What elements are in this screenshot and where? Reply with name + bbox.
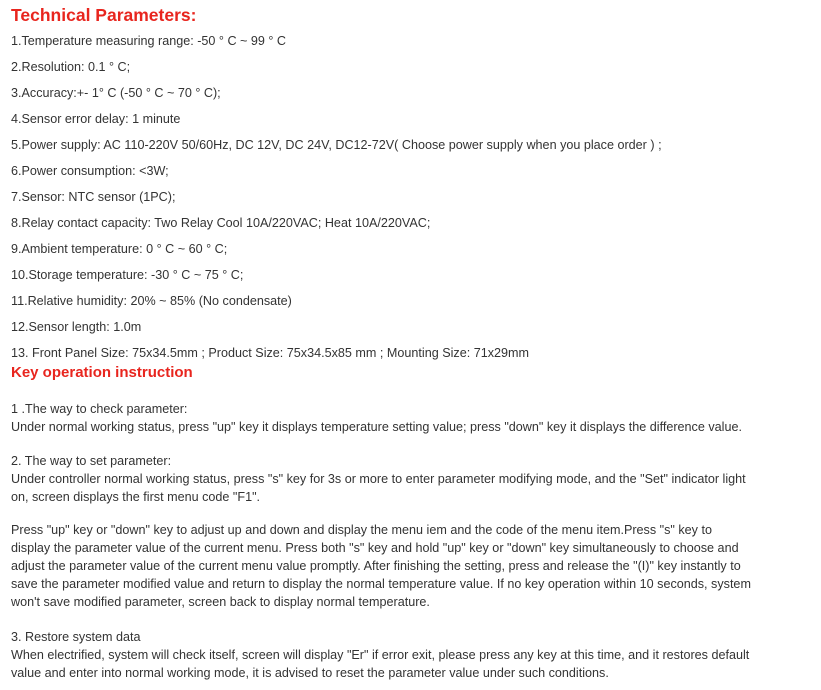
param-sensor: 7.Sensor: NTC sensor (1PC); <box>11 190 176 204</box>
section-line: Under controller normal working status, press "s" key for 3s or more to enter parameter modifying mode, and the "Set" indicator light <box>11 472 746 486</box>
param-relay-capacity: 8.Relay contact capacity: Two Relay Cool 10A/220VAC; Heat 10A/220VAC; <box>11 216 431 230</box>
section-line: on, screen displays the first menu code "F1". <box>11 490 261 504</box>
section-line: 1 .The way to check parameter: <box>11 402 188 416</box>
param-sizes: 13. Front Panel Size: 75x34.5mm ; Product Size: 75x34.5x85 mm ; Mounting Size: 71x29mm <box>11 346 529 360</box>
technical-parameters-heading: Technical Parameters: <box>11 5 197 25</box>
adjust-parameter-section <box>11 521 816 611</box>
param-resolution: 2.Resolution: 0.1 ° C; <box>11 60 131 74</box>
section-line: 3. Restore system data <box>11 630 141 644</box>
section-line: When electrified, system will check itself, screen will display "Er" if error exit, please press any key at this time, and it restores default <box>11 648 750 662</box>
param-sensor-error-delay: 4.Sensor error delay: 1 minute <box>11 112 181 126</box>
param-accuracy: 3.Accuracy:+- 1° C (-50 ° C ~ 70 ° C); <box>11 86 221 100</box>
param-power-consumption: 6.Power consumption: <3W; <box>11 164 169 178</box>
key-operation-heading: Key operation instruction <box>11 364 193 381</box>
param-storage-temperature: 10.Storage temperature: -30 ° C ~ 75 ° C; <box>11 268 244 282</box>
param-relative-humidity: 11.Relative humidity: 20% ~ 85% (No condensate) <box>11 294 292 308</box>
section-line: Under normal working status, press "up" key it displays temperature setting value; press "down" key it displays the difference value. <box>11 420 742 434</box>
section-line: Press "up" key or "down" key to adjust up and down and display the menu iem and the code of the menu item.Press "s" key to <box>11 523 712 537</box>
restore-system-section <box>11 628 816 682</box>
param-power-supply: 5.Power supply: AC 110-220V 50/60Hz, DC 12V, DC 24V, DC12-72V( Choose power supply when you place order ) ; <box>11 138 662 152</box>
section-line: value and enter into normal working mode, it is advised to reset the parameter value under such conditions. <box>11 666 609 680</box>
section-line: 2. The way to set parameter: <box>11 454 172 468</box>
param-sensor-length: 12.Sensor length: 1.0m <box>11 320 142 334</box>
section-line: save the parameter modified value and return to display the normal temperature value. If no key operation within 10 seconds, system <box>11 577 751 591</box>
check-parameter-section <box>11 400 816 436</box>
param-temperature-range: 1.Temperature measuring range: -50 ° C ~ 99 ° C <box>11 34 287 48</box>
section-line: won't save modified parameter, screen back to display normal temperature. <box>11 595 430 609</box>
section-line: display the parameter value of the current menu. Press both "s" key and hold "up" key or "down" key simultaneously to choose and <box>11 541 739 555</box>
param-ambient-temperature: 9.Ambient temperature: 0 ° C ~ 60 ° C; <box>11 242 228 256</box>
set-parameter-section <box>11 452 816 506</box>
section-line: adjust the parameter value of the current menu value promptly. After finishing the setting, press and release the "(I)" key instantly to <box>11 559 741 573</box>
